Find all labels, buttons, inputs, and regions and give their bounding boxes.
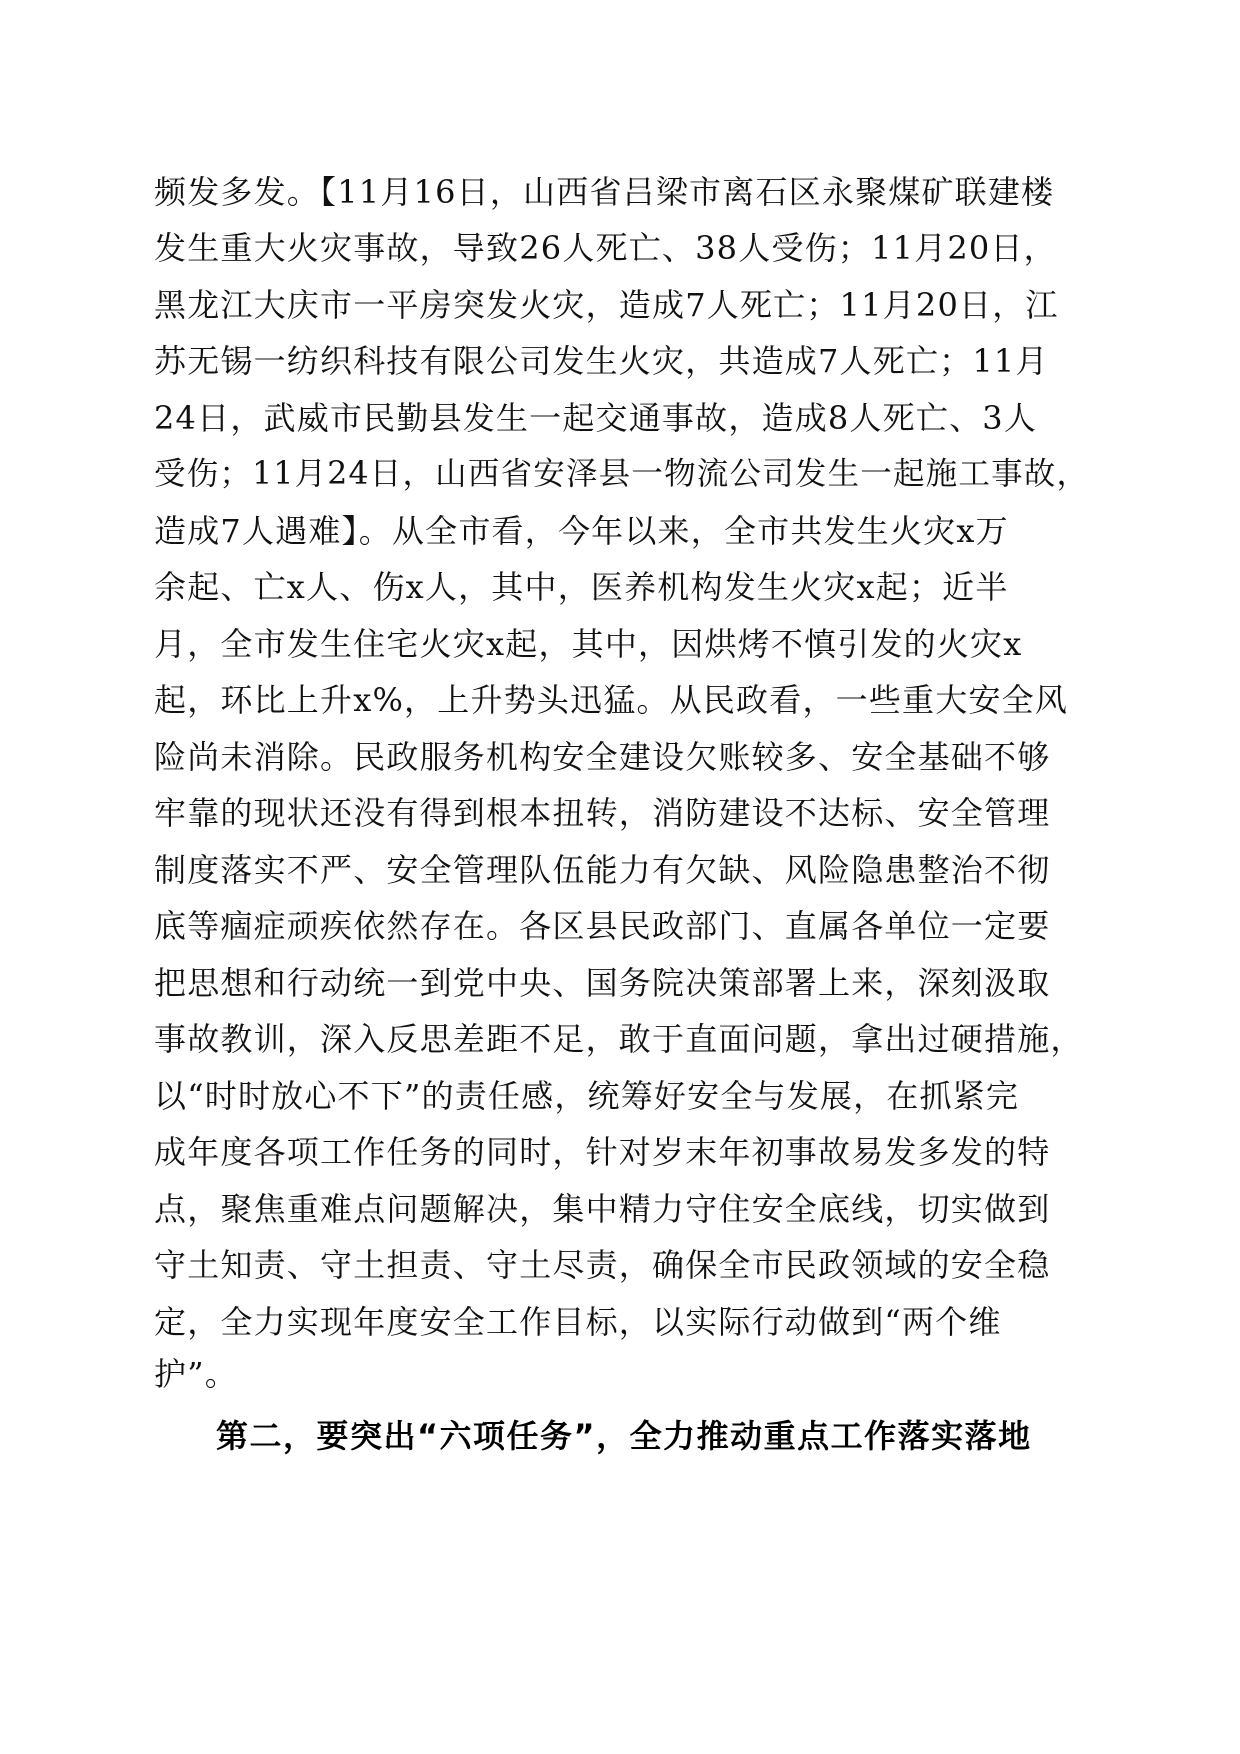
paragraph-line: 黑龙江大庆市一平房突发火灾，造成7人死亡；11月20日，江 (154, 286, 1059, 324)
paragraph-line: 点，聚焦重难点问题解决，集中精力守住安全底线，切实做到 (154, 1190, 1051, 1228)
paragraph-line: 起，环比上升x%，上升势头迅猛。从民政看，一些重大安全风 (154, 681, 1069, 719)
paragraph-line: 24日，武威市民勤县发生一起交通事故，造成8人死亡、3人 (154, 399, 1038, 437)
paragraph-line: 频发多发。【11月16日，山西省吕梁市离石区永聚煤矿联建楼 (154, 173, 1055, 211)
paragraph-line: 造成7人遇难】。从全市看，今年以来，全市共发生火灾x万 (154, 512, 1009, 550)
paragraph-line: 定，全力实现年度安全工作目标，以实际行动做到“两个维 (154, 1303, 1002, 1341)
paragraph-line: 制度落实不严、安全管理队伍能力有欠缺、风险隐患整治不彻 (154, 851, 1051, 889)
paragraph-line: 把思想和行动统一到党中央、国务院决策部署上来，深刻汲取 (154, 964, 1051, 1002)
section-heading: 第二，要突出“六项任务”，全力推动重点工作落实落地 (216, 1417, 1032, 1455)
paragraph-line: 护”。 (154, 1355, 238, 1393)
paragraph-line: 事故教训，深入反思差距不足，敢于直面问题，拿出过硬措施， (154, 1020, 1084, 1058)
paragraph-line: 牢靠的现状还没有得到根本扭转，消防建设不达标、安全管理 (154, 794, 1051, 832)
paragraph-line: 发生重大火灾事故，导致26人死亡、38人受伤；11月20日， (154, 229, 1057, 267)
paragraph-line: 成年度各项工作任务的同时，针对岁末年初事故易发多发的特 (154, 1133, 1051, 1171)
paragraph-line: 受伤；11月24日，山西省安泽县一物流公司发生一起施工事故， (154, 456, 1090, 492)
paragraph-line: 底等痼症顽疾依然存在。各区县民政部门、直属各单位一定要 (154, 907, 1051, 945)
paragraph-line: 月，全市发生住宅火灾x起，其中，因烘烤不慎引发的火灾x (154, 625, 1023, 663)
paragraph-line: 余起、亡x人、伤x人，其中，医养机构发生火灾x起；近半 (154, 568, 1009, 606)
paragraph-line: 苏无锡一纺织科技有限公司发生火灾，共造成7人死亡；11月 (154, 342, 1049, 380)
paragraph-line: 险尚未消除。民政服务机构安全建设欠账较多、安全基础不够 (154, 738, 1051, 776)
paragraph-line: 以“时时放心不下”的责任感，统筹好安全与发展，在抓紧完 (154, 1077, 1020, 1115)
paragraph-line: 守土知责、守土担责、守土尽责，确保全市民政领域的安全稳 (154, 1246, 1051, 1284)
